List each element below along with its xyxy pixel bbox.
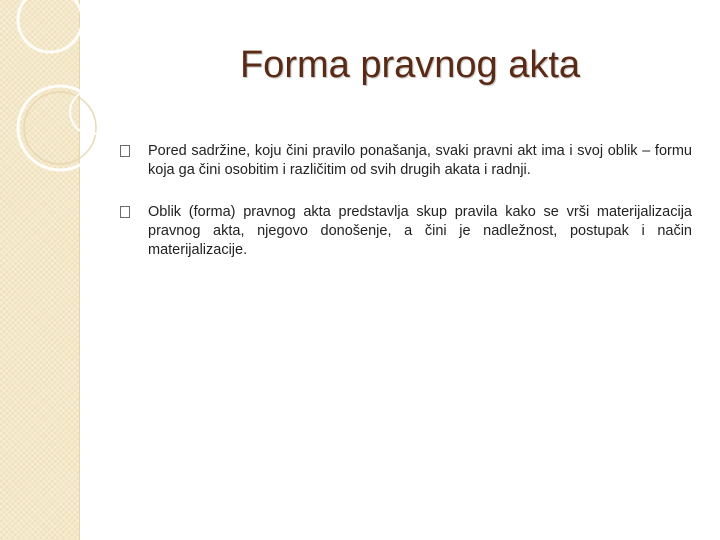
decorative-side-band <box>0 0 80 540</box>
bullet-list <box>120 142 692 283</box>
bullet-text: Oblik (forma) pravnog akta predstavlja skup pravila kako se vrši materijalizacija pravnog akta, njegovo donošenje, a čini je nadležnost, postupak i način materijalizacije. <box>148 204 692 258</box>
bullet-text: Pored sadržine, koju čini pravilo ponašanja, svaki pravni akt ima i svoj oblik – formu koja ga čini osobitim i različitim od svih drugih akata i radnji. <box>148 143 692 178</box>
bullet-item <box>120 142 692 180</box>
slide-title: Forma pravnog akta <box>239 44 581 86</box>
bullet-item <box>120 203 692 260</box>
bullet-box-icon <box>120 145 130 157</box>
bullet-box-icon <box>120 206 130 218</box>
